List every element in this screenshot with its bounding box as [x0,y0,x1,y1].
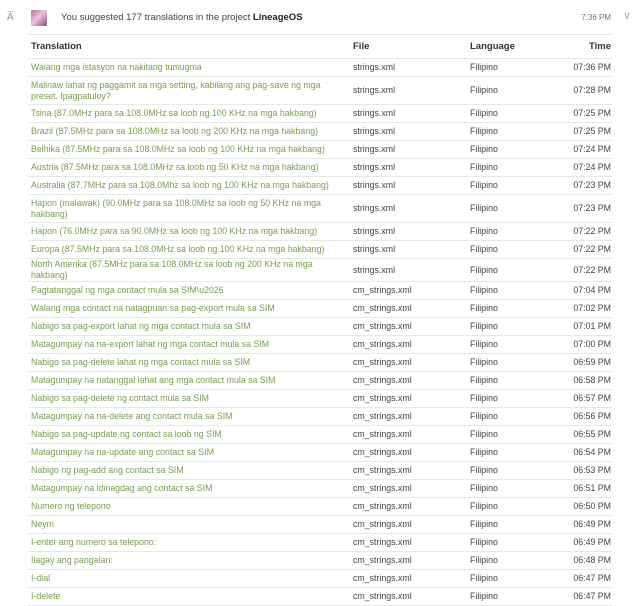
table-row [28,354,612,372]
file-cell: strings.xml [350,77,467,105]
translation-link[interactable]: Tsina (87.0MHz para sa 108.0MHz sa loob ng 100 KHz na mga hakbang) [28,105,350,123]
time-cell: 06:50 PM [553,498,612,516]
file-cell: cm_strings.xml [350,354,467,372]
table-row [28,195,612,223]
language-cell: Filipino [467,105,553,123]
language-cell: Filipino [467,408,553,426]
table-row [28,141,612,159]
table-row [28,552,612,570]
language-cell: Filipino [467,300,553,318]
file-cell: cm_strings.xml [350,300,467,318]
file-cell: strings.xml [350,59,467,77]
language-cell: Filipino [467,241,553,259]
table-body [28,59,612,606]
table-row [28,498,612,516]
translation-link[interactable]: Malinaw lahat ng paggamit sa mga setting, kabilang ang pag-save ng mga preset. Ipagpatuloy? [28,77,350,105]
table-row [28,534,612,552]
language-cell: Filipino [467,444,553,462]
language-cell: Filipino [467,77,553,105]
time-cell: 06:48 PM [553,552,612,570]
language-cell: Filipino [467,552,553,570]
file-cell: cm_strings.xml [350,408,467,426]
table-row [28,282,612,300]
table-row [28,59,612,77]
time-cell: 07:22 PM [553,241,612,259]
translation-link[interactable]: Matagumpay na idinagdag ang contact sa SIM [28,480,350,498]
translation-link[interactable]: Walang mga istasyon na nakitang tumugma [28,59,350,77]
table-row [28,480,612,498]
time-cell: 06:49 PM [553,534,612,552]
table-row [28,570,612,588]
time-cell: 06:54 PM [553,444,612,462]
language-cell: Filipino [467,480,553,498]
table-row [28,177,612,195]
file-cell: cm_strings.xml [350,318,467,336]
language-cell: Filipino [467,336,553,354]
language-cell: Filipino [467,516,553,534]
translation-link[interactable]: Austria (87.5MHz para sa 108.0MHz sa loob ng 50 KHz na mga hakbang) [28,159,350,177]
column-header-translation: Translation [28,35,350,59]
language-cell: Filipino [467,354,553,372]
language-cell: Filipino [467,570,553,588]
translation-link[interactable]: Pagtatanggal ng mga contact mula sa SIM\u2026 [28,282,350,300]
time-cell: 07:00 PM [553,336,612,354]
language-cell: Filipino [467,318,553,336]
table-row [28,372,612,390]
translation-link[interactable]: Hapon (76.0MHz para sa 90.0MHz sa loob ng 100 KHz na mga hakbang) [28,223,350,241]
language-cell: Filipino [467,282,553,300]
activity-time: 7:36 PM [581,13,611,22]
translation-link[interactable]: Belhika (87.5MHz para sa 108.0MHz sa loob ng 100 KHz na mga hakbang) [28,141,350,159]
language-cell: Filipino [467,462,553,480]
table-row [28,223,612,241]
table-row [28,123,612,141]
translations-table [28,34,612,606]
table-row [28,300,612,318]
language-cell: Filipino [467,195,553,223]
time-cell: 07:28 PM [553,77,612,105]
translation-link[interactable]: Neym [28,516,350,534]
file-cell: strings.xml [350,159,467,177]
table-row [28,77,612,105]
column-header-time: Time [553,35,612,59]
file-cell: cm_strings.xml [350,516,467,534]
translation-link[interactable]: I-enter ang numero sa telepono: [28,534,350,552]
time-cell: 06:57 PM [553,390,612,408]
time-cell: 07:22 PM [553,223,612,241]
translation-link[interactable]: Nabigo sa pag-delete ng contact mula sa SIM [28,390,350,408]
activity-summary [61,12,303,23]
language-cell: Filipino [467,123,553,141]
translation-link[interactable]: Nabigo sa pag-export lahat ng mga contact mula sa SIM [28,318,350,336]
file-cell: cm_strings.xml [350,498,467,516]
table-row [28,241,612,259]
file-cell: strings.xml [350,177,467,195]
language-cell: Filipino [467,177,553,195]
language-cell: Filipino [467,588,553,606]
file-cell: cm_strings.xml [350,570,467,588]
time-cell: 06:47 PM [553,588,612,606]
translation-link[interactable]: Matagumpay na na-update ang contact sa SIM [28,444,350,462]
file-cell: cm_strings.xml [350,336,467,354]
language-cell: Filipino [467,372,553,390]
file-cell: cm_strings.xml [350,390,467,408]
table-row [28,259,612,282]
time-cell: 06:49 PM [553,516,612,534]
language-cell: Filipino [467,141,553,159]
translation-link[interactable]: I-dial [28,570,350,588]
time-cell: 06:59 PM [553,354,612,372]
file-cell: strings.xml [350,241,467,259]
translation-link[interactable]: Numero ng telepono [28,498,350,516]
column-header-file: File [350,35,467,59]
translation-link[interactable]: Ilagay ang pangalan: [28,552,350,570]
time-cell: 06:47 PM [553,570,612,588]
time-cell: 07:02 PM [553,300,612,318]
time-cell: 07:25 PM [553,105,612,123]
language-cell: Filipino [467,223,553,241]
collapse-chevron-icon[interactable]: ∨ [622,10,631,22]
translation-link[interactable]: Matagumpay na na-delete ang contact mula sa SIM [28,408,350,426]
table-row [28,444,612,462]
table-row [28,516,612,534]
language-cell: Filipino [467,159,553,177]
file-cell: cm_strings.xml [350,426,467,444]
file-cell: cm_strings.xml [350,282,467,300]
translation-link[interactable]: I-delete [28,588,350,606]
time-cell: 07:04 PM [553,282,612,300]
time-cell: 07:22 PM [553,259,612,282]
time-cell: 07:24 PM [553,141,612,159]
time-cell: 06:56 PM [553,408,612,426]
translation-link[interactable]: Nabigo sa pag-delete lahat ng mga contact mula sa SIM [28,354,350,372]
translate-icon: A̅ [7,12,13,23]
language-cell: Filipino [467,259,553,282]
time-cell: 07:23 PM [553,177,612,195]
activity-text: You suggested 177 translations in the project [61,12,253,23]
table-row [28,408,612,426]
file-cell: strings.xml [350,105,467,123]
table-row [28,462,612,480]
file-cell: cm_strings.xml [350,552,467,570]
file-cell: cm_strings.xml [350,444,467,462]
language-cell: Filipino [467,426,553,444]
activity-header [0,0,640,34]
translation-link[interactable]: Hapon (malawak) (90.0MHz para sa 108.0MHz sa loob ng 50 KHz na mga hakbang) [28,195,350,223]
file-cell: cm_strings.xml [350,462,467,480]
time-cell: 07:25 PM [553,123,612,141]
time-cell: 06:55 PM [553,426,612,444]
table-row [28,159,612,177]
table-row [28,426,612,444]
table-row [28,318,612,336]
language-cell: Filipino [467,59,553,77]
time-cell: 06:53 PM [553,462,612,480]
avatar[interactable] [31,10,47,26]
table-header-row [28,35,612,59]
language-cell: Filipino [467,534,553,552]
translation-link[interactable]: Walang mga contact na natagpuan sa pag-export mula sa SIM [28,300,350,318]
translation-link[interactable]: Matagumpay na natanggal lahat ang mga contact mula sa SIM [28,372,350,390]
translation-link[interactable]: Australia (87.7MHz para sa 108.0Mhz sa loob ng 100 KHz na mga hakbang) [28,177,350,195]
translation-link[interactable]: North Amerika (87.5MHz para sa 108.0MHz sa loob ng 200 KHz na mga hakbang) [28,259,350,282]
time-cell: 07:01 PM [553,318,612,336]
translation-link[interactable]: Europa (87.5MHz para sa 108.0MHz sa loob ng 100 KHz na mga hakbang) [28,241,350,259]
column-header-language: Language [467,35,553,59]
time-cell: 06:51 PM [553,480,612,498]
file-cell: cm_strings.xml [350,372,467,390]
file-cell: cm_strings.xml [350,588,467,606]
file-cell: cm_strings.xml [350,480,467,498]
table-row [28,588,612,606]
time-cell: 06:58 PM [553,372,612,390]
table-row [28,390,612,408]
translation-link[interactable]: Nabigo ng pag-add ang contact sa SIM [28,462,350,480]
time-cell: 07:24 PM [553,159,612,177]
language-cell: Filipino [467,390,553,408]
file-cell: strings.xml [350,123,467,141]
table-row [28,105,612,123]
file-cell: strings.xml [350,195,467,223]
file-cell: strings.xml [350,141,467,159]
language-cell: Filipino [467,498,553,516]
time-cell: 07:36 PM [553,59,612,77]
translation-link[interactable]: Brazil (87.5MHz para sa 108.0MHz sa loob ng 200 KHz na mga hakbang) [28,123,350,141]
file-cell: cm_strings.xml [350,534,467,552]
translation-link[interactable]: Nabigo sa pag-update ng contact sa loob ng SIM [28,426,350,444]
table-row [28,336,612,354]
time-cell: 07:23 PM [553,195,612,223]
file-cell: strings.xml [350,223,467,241]
project-link[interactable]: LineageOS [252,12,303,23]
file-cell: strings.xml [350,259,467,282]
translation-link[interactable]: Matagumpay na na-export lahat ng mga contact mula sa SIM [28,336,350,354]
